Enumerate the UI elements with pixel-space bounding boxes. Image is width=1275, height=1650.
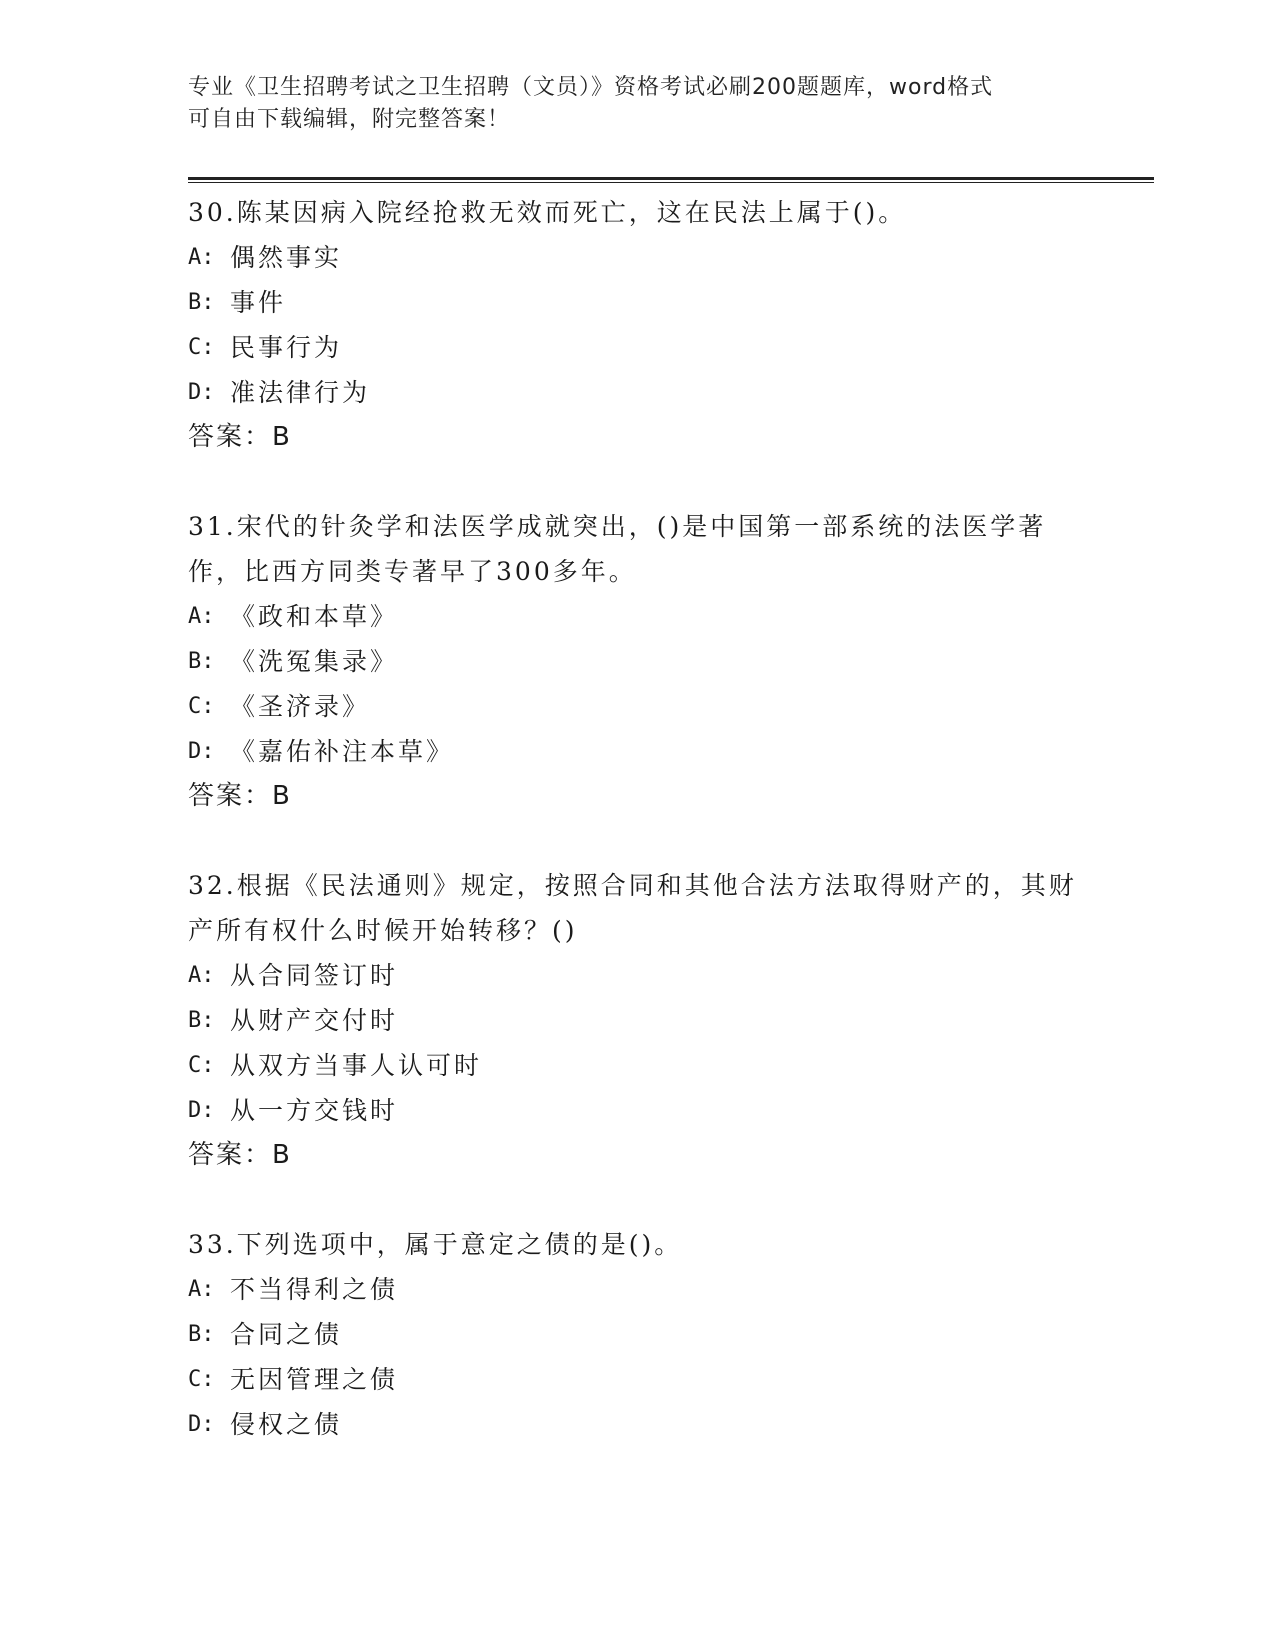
option-letter: A: [188, 1277, 215, 1302]
question-list [188, 190, 1088, 1491]
question-text: 30.陈某因病入院经抢救无效而死亡，这在民法上属于()。 [188, 198, 907, 227]
answer-line: 答案：B [188, 422, 292, 452]
option-text: 从双方当事人认可时 [230, 1051, 483, 1080]
option-b [188, 1312, 1088, 1357]
option-letter: A: [188, 245, 215, 270]
option-letter: A: [188, 604, 215, 629]
option-d [188, 370, 1088, 415]
option-letter: D: [188, 1098, 215, 1123]
header-divider-thick [188, 177, 1154, 180]
header-title-line-2: 可自由下载编辑，附完整答案！ [188, 107, 511, 132]
document-header [188, 72, 1088, 136]
option-c [188, 325, 1088, 370]
option-letter: D: [188, 1412, 215, 1437]
option-c [188, 1357, 1088, 1402]
option-letter: C: [188, 1367, 215, 1392]
option-text: 从一方交钱时 [230, 1096, 399, 1125]
option-b [188, 639, 1088, 684]
option-letter: D: [188, 380, 215, 405]
option-text: 合同之债 [230, 1320, 343, 1349]
option-letter: C: [188, 694, 215, 719]
option-letter: B: [188, 1322, 215, 1347]
option-text: 侵权之债 [230, 1410, 343, 1439]
option-text: 《嘉佑补注本草》 [230, 737, 455, 766]
option-d [188, 1402, 1088, 1447]
option-text: 《政和本草》 [230, 602, 399, 631]
answer-line: 答案：B [188, 1140, 292, 1170]
option-letter: C: [188, 1053, 215, 1078]
question-item [188, 504, 1088, 819]
question-text: 32.根据《民法通则》规定，按照合同和其他合法方法取得财产的，其财产所有权什么时候开始转移？() [188, 871, 1077, 945]
question-item [188, 863, 1088, 1178]
question-item [188, 190, 1088, 460]
option-text: 从合同签订时 [230, 961, 399, 990]
option-c [188, 1043, 1088, 1088]
header-title-line-1: 专业《卫生招聘考试之卫生招聘（文员）》资格考试必刷200题题库，word格式 [188, 75, 994, 100]
option-letter: B: [188, 649, 215, 674]
option-text: 偶然事实 [230, 243, 343, 272]
option-b [188, 998, 1088, 1043]
option-text: 民事行为 [230, 333, 343, 362]
header-divider-thin [188, 182, 1154, 183]
option-letter: A: [188, 963, 215, 988]
option-text: 准法律行为 [230, 378, 371, 407]
option-a [188, 235, 1088, 280]
option-letter: C: [188, 335, 215, 360]
option-b [188, 280, 1088, 325]
option-d [188, 729, 1088, 774]
option-d [188, 1088, 1088, 1133]
option-text: 无因管理之债 [230, 1365, 399, 1394]
option-a [188, 953, 1088, 998]
option-letter: B: [188, 290, 215, 315]
option-c [188, 684, 1088, 729]
option-a [188, 594, 1088, 639]
option-letter: B: [188, 1008, 215, 1033]
question-item [188, 1222, 1088, 1447]
option-text: 《圣济录》 [230, 692, 371, 721]
option-letter: D: [188, 739, 215, 764]
option-a [188, 1267, 1088, 1312]
question-text: 31.宋代的针灸学和法医学成就突出，()是中国第一部系统的法医学著作，比西方同类专著早了300多年。 [188, 512, 1047, 586]
option-text: 事件 [230, 288, 287, 317]
option-text: 不当得利之债 [230, 1275, 399, 1304]
question-text: 33.下列选项中，属于意定之债的是()。 [188, 1230, 683, 1259]
answer-line: 答案：B [188, 781, 292, 811]
option-text: 从财产交付时 [230, 1006, 399, 1035]
option-text: 《洗冤集录》 [230, 647, 399, 676]
